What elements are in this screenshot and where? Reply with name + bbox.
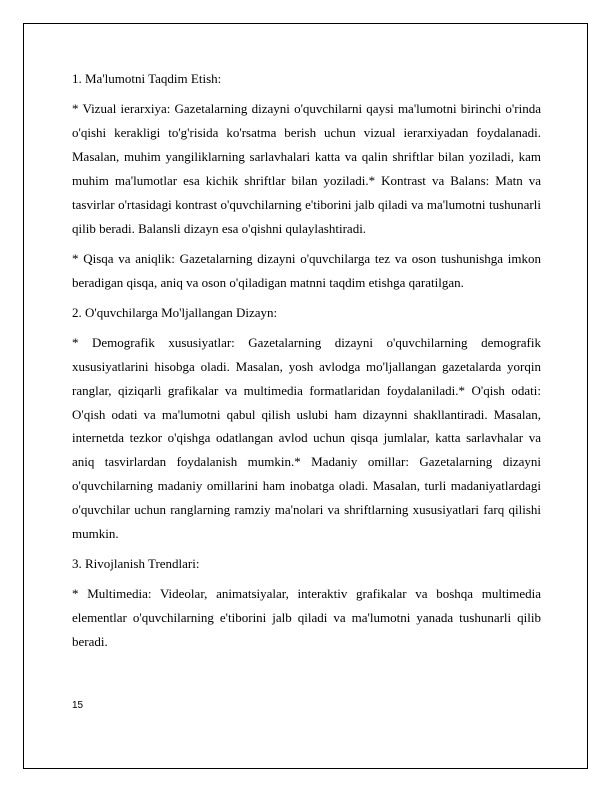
section-heading-3: 3. Rivojlanish Trendlari: [72, 556, 200, 572]
paragraph-brevity: * Qisqa va aniqlik: Gazetalarning dizayni o'quvchilarga tez va oson tushunishga imkon beradigan qisqa, aniq va oson o'qiladigan matnni taqdim etishga qaratilgan. [72, 250, 541, 290]
page-number: 15 [72, 700, 84, 711]
paragraph-visual-hierarchy: * Vizual ierarxiya: Gazetalarning dizayni o'quvchilarni qaysi ma'lumotni birinchi o'rinda o'qishi kerakligi to'g'risida ko'rsatma berish uchun vizual ierarxiyadan foydalanadi. Masalan, muhim yangiliklarning sarlavhalari katta va qalin shriftlar bilan yoziladi, kam muhim ma'lumotlar esa kichik shriftlar bilan yoziladi.* Kontrast va Balans: Matn va tasvirlar o'rtasidagi kontrast o'quvchilarning e'tiborini jalb qiladi va ma'lumotni tushunarli qilib beradi. Balansli dizayn esa o'qishni qulaylashtiradi. [72, 101, 541, 236]
document-body [72, 67, 541, 660]
paragraph-demographics: * Demografik xususiyatlar: Gazetalarning dizayni o'quvchilarning demografik xususiyatlarini hisobga oladi. Masalan, yosh avlodga mo'ljallangan gazetalarda yorqin ranglar, qiziqarli grafikalar va multimedia formatlaridan foydalaniladi.* O'qish odati: O'qish odati va ma'lumotni qabul qilish uslubi ham dizaynni shakllantiradi. Masalan, internetda tezkor o'qishga odatlangan avlod uchun qisqa jumlalar, katta sarlavhalar va aniq tasvirlardan foydalanish mumkin.* Madaniy omillar: Gazetalarning dizayni o'quvchilarning madaniy omillarini ham inobatga oladi. Masalan, turli madaniyatlardagi o'quvchilar uchun ranglarning ramziy ma'nolari va shriftlarning xususiyatlari farq qilishi mumkin. [72, 334, 541, 542]
section-heading-2: 2. O'quvchilarga Mo'ljallangan Dizayn: [72, 304, 278, 320]
paragraph-multimedia: * Multimedia: Videolar, animatsiyalar, interaktiv grafikalar va boshqa multimedia elementlar o'quvchilarning e'tiborini jalb qiladi va ma'lumotni yanada tushunarli qilib beradi. [72, 586, 541, 650]
section-heading-1: 1. Ma'lumotni Taqdim Etish: [72, 71, 222, 86]
